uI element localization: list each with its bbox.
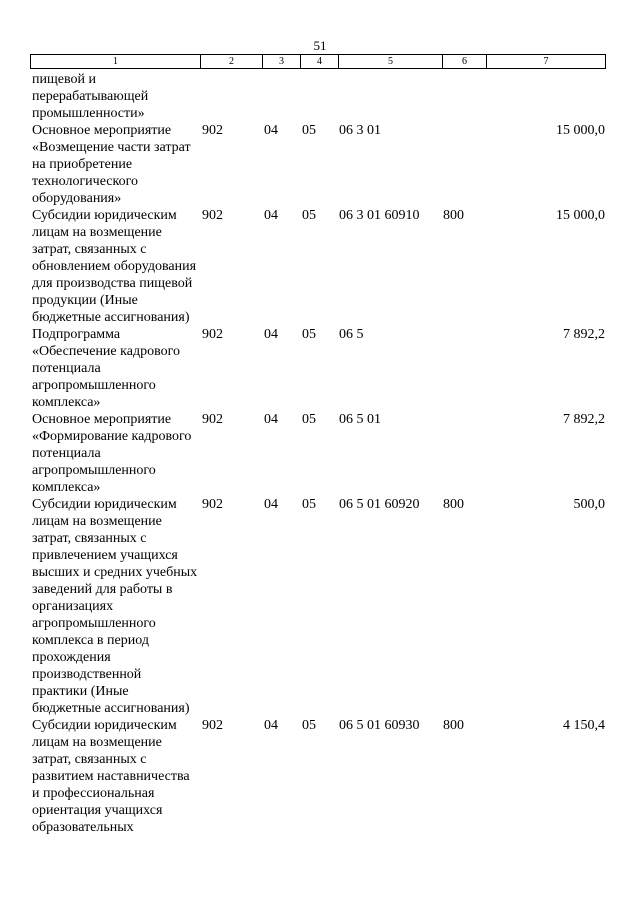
item-expense-type [442,122,486,207]
item-expense-type [442,326,486,411]
item-section: 04 [264,497,278,512]
header-col-2: 2 [201,55,263,69]
item-target-code: 06 5 01 60930 [339,718,420,733]
item-name: Субсидии юридическим лицам на возмещение затрат, связанных с развитием наставничества и профессиональная ориентация учащихся образовательных [32,718,190,835]
item-name: Основное мероприятие «Возмещение части затрат на приобретение технологического оборудования» [32,123,191,206]
item-amount [486,71,605,122]
item-name: Подпрограмма «Обеспечение кадрового потенциала агропромышленного комплекса» [32,327,180,410]
item-expense-type [442,411,486,496]
page-number: 51 [313,38,327,53]
table-row [30,411,605,496]
item-amount: 4 150,4 [563,718,605,733]
header-col-6: 6 [443,55,487,69]
item-amount: 500,0 [573,497,605,512]
budget-table [30,71,605,836]
item-target-code: 06 3 01 60910 [339,208,420,223]
table-row [30,326,605,411]
item-target-code: 06 3 01 [339,123,381,138]
item-ved: 902 [202,497,223,512]
item-name: Основное мероприятие «Формирование кадрового потенциала агропромышленного комплекса» [32,412,192,495]
table-row [30,717,605,836]
header-row [31,55,606,69]
item-name: Субсидии юридическим лицам на возмещение затрат, связанных с привлечением учащихся высших и средних учебных заведений для работы в организациях агропромышленного комплекса в период прохождения производственной практики (Иные бюджетные ассигнования) [32,497,198,716]
item-subsection: 05 [302,208,316,223]
item-amount: 7 892,2 [563,412,605,427]
item-subsection: 05 [302,497,316,512]
item-amount: 7 892,2 [563,327,605,342]
header-col-5: 5 [339,55,443,69]
item-ved: 902 [202,412,223,427]
item-target-code: 06 5 [339,327,364,342]
header-col-7: 7 [487,55,606,69]
table-row [30,71,605,122]
item-section: 04 [264,412,278,427]
item-name: Субсидии юридическим лицам на возмещение затрат, связанных с обновлением оборудования для производства пищевой продукции (Иные бюджетные ассигнования) [32,208,197,325]
item-subsection: 05 [302,718,316,733]
column-number-header [30,54,606,69]
item-section: 04 [264,327,278,342]
item-expense-type: 800 [443,718,464,733]
item-section: 04 [264,208,278,223]
item-ved: 902 [202,327,223,342]
item-section: 04 [264,718,278,733]
item-subsection: 05 [302,327,316,342]
item-name: пищевой и перерабатывающей промышленности» [32,72,149,121]
table-row [30,496,605,717]
item-subsection: 05 [302,123,316,138]
table-row [30,122,605,207]
item-expense-type [442,71,486,122]
item-ved: 902 [202,208,223,223]
header-col-1: 1 [31,55,201,69]
item-ved: 902 [202,718,223,733]
item-amount: 15 000,0 [556,123,605,138]
item-amount: 15 000,0 [556,208,605,223]
item-target-code: 06 5 01 60920 [339,497,420,512]
item-subsection [300,71,338,122]
item-ved [200,71,262,122]
header-col-3: 3 [263,55,301,69]
item-section: 04 [264,123,278,138]
item-ved: 902 [202,123,223,138]
header-col-4: 4 [301,55,339,69]
item-target-code [338,71,442,122]
item-section [262,71,300,122]
item-subsection: 05 [302,412,316,427]
table-row [30,207,605,326]
item-target-code: 06 5 01 [339,412,381,427]
item-expense-type: 800 [443,497,464,512]
item-expense-type: 800 [443,208,464,223]
